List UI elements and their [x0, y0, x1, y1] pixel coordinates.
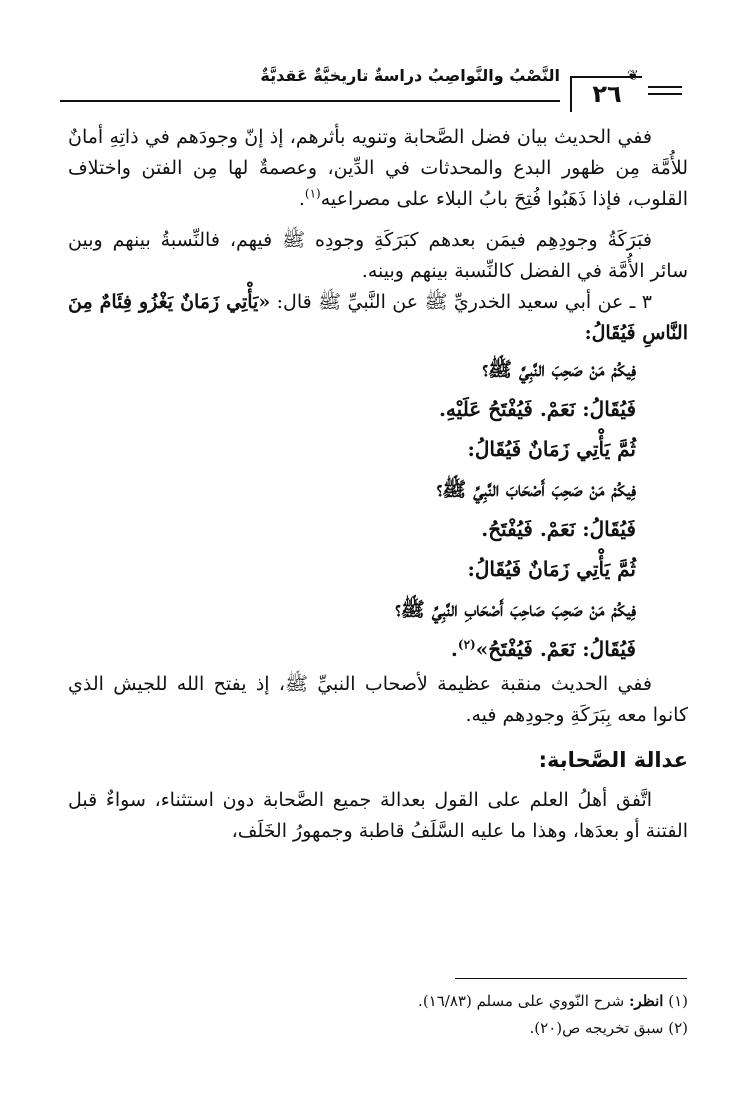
hadith-line: فِيكُمْ مَنْ صَحِبَ أَصْحَابَ النَّبِيِّ ﷺ؟	[436, 477, 636, 501]
header-rule	[60, 100, 560, 102]
page-number: ٢٦	[592, 80, 622, 108]
footnotes	[68, 988, 688, 1042]
footnote	[68, 1015, 688, 1042]
ornament-icon: ❦	[627, 68, 639, 84]
hadith-line: فِيكُمْ مَنْ صَحِبَ صَاحِبَ أَصْحَابِ النَّبِيِّ ﷺ؟	[395, 597, 636, 621]
hadith-line: فِيكُمْ مَنْ صَحِبَ النَّبِيَّ ﷺ؟	[482, 357, 636, 381]
page-header	[60, 60, 690, 110]
hadith-line: ثُمَّ يَأْتِي زَمَانٌ فَيُقَالُ:	[467, 557, 636, 581]
footnote-ref: (١)	[304, 186, 321, 201]
paragraph: اتَّفق أهلُ العلم على القول بعدالة جميع الصَّحابة دون استثناء، سواءٌ قبل الفتنة أو بعدَها، وهذا ما عليه السَّلَفُ قاطبة وجمهورُ الخَلَف،	[68, 789, 688, 842]
hadith-intro	[68, 287, 688, 349]
paragraph-text: ففي الحديث بيان فضل الصَّحابة وتنويه بأثرهم، إذ إنّ وجودَهم في ذاتِهِ أمانٌ للأُمَّة مِن ظهور البدع والمحدثات في الدِّين، وعصمةٌ لها مِن الفتن واختلاف القلوب، فإذا ذَهَبُوا فُتِحَ بابُ البلاء على مصراعيه	[68, 126, 688, 210]
hadith-line: فَيُقَالُ: نَعَمْ. فَيُفْتَحُ»$^{(٢)}$.	[450, 637, 636, 661]
hadith-narrator: ٣ ـ عن أبي سعيد الخدريِّ ﷺ عن النَّبيِّ ﷺ قال:	[270, 291, 652, 313]
running-title: النَّصْبُ والنَّواصِبُ دراسةٌ تاريخيَّةٌ عَقديَّةٌ	[260, 66, 560, 85]
header-double-dash	[648, 86, 682, 100]
page-number-box	[570, 68, 642, 112]
footnote-marker: (٢)	[668, 1019, 688, 1037]
paragraph: فبَرَكَةُ وجودِهِم فيمَن بعدهم كبَرَكَةِ وجودِه ﷺ فيهم، فالنِّسبةُ بينهم وبين سائر الأُمَّة في الفضل كالنِّسبة بينهم وبينه.	[68, 229, 688, 282]
hadith-last-line: فَيُقَالُ: نَعَمْ. فَيُفْتَحُ»	[475, 637, 636, 661]
footnote	[68, 988, 688, 1015]
hadith-line: ثُمَّ يَأْتِي زَمَانٌ فَيُقَالُ:	[467, 437, 636, 461]
hadith-line: فَيُقَالُ: نَعَمْ. فَيُفْتَحُ.	[481, 517, 636, 541]
footnote-label: انظر:	[628, 992, 664, 1010]
footnote-rule	[455, 978, 687, 979]
hadith-line: فَيُقَالُ: نَعَمْ. فَيُفْتَحُ عَلَيْهِ.	[438, 397, 636, 421]
footnote-marker: (١)	[668, 992, 688, 1010]
main-text	[68, 122, 688, 847]
paragraph: ففي الحديث منقبة عظيمة لأصحاب النبيِّ ﷺ، إذ يفتح الله للجيش الذي كانوا معه بِبَرَكَةِ وجودِهم فيه.	[68, 673, 688, 726]
hadith-text: «يَأْتِي زَمَانٌ يَغْزُو فِئَامٌ مِنَ النَّاسِ فَيُقَالُ:	[68, 291, 688, 344]
section-heading: عدالة الصَّحابة:	[538, 748, 688, 772]
paragraph: ففي الحديث بيان فضل الصَّحابة وتنويه بأثرهم، إذ إنّ وجودَهم في ذاتِهِ أمانٌ للأُمَّة مِن ظهور البدع والمحدثات في الدِّين، وعصمةٌ لها مِن الفتن واختلاف القلوب، فإذا ذَهَبُوا فُتِحَ بابُ البلاء على مصراعيه$^{(١)}$.	[68, 126, 688, 210]
footnote-text: سبق تخريجه ص(٢٠).	[529, 1019, 664, 1037]
footnote-text: شرح النّووي على مسلم (١٦/٨٣).	[418, 992, 625, 1010]
footnote-ref: (٢)	[457, 637, 476, 652]
